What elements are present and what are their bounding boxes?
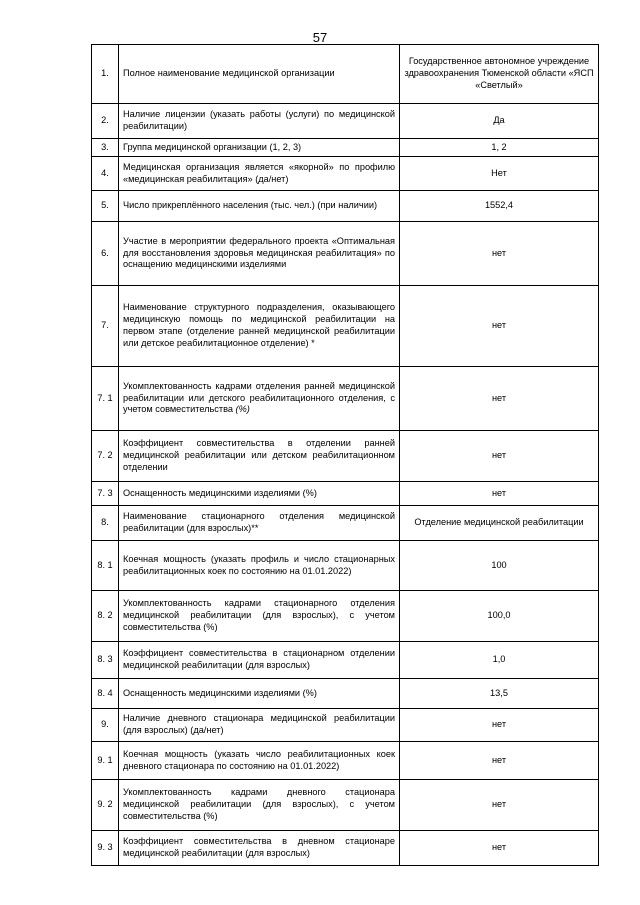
row-number: 7. 1	[92, 367, 119, 431]
row-description: Укомплектованность кадрами дневного стационара медицинской реабилитации (для взрослых), с учетом совместительства (%)	[119, 780, 400, 831]
row-number: 7. 2	[92, 431, 119, 482]
row-value: нет	[400, 831, 599, 866]
table-row	[92, 506, 599, 541]
row-description: Коэффициент совместительства в стационарном отделении медицинской реабилитации (для взрослых)	[119, 642, 400, 679]
row-description	[119, 367, 400, 431]
row-number: 7. 3	[92, 482, 119, 506]
row-value: нет	[400, 286, 599, 367]
row-value: Государственное автономное учреждение здравоохранения Тюменской области «ЯСП «Светлый»	[400, 45, 599, 104]
table-row	[92, 222, 599, 286]
row-description: Оснащенность медицинскими изделиями (%)	[119, 482, 400, 506]
row-description: Медицинская организация является «якорной» по профилю «медицинская реабилитация» (да/нет)	[119, 157, 400, 191]
row-number: 8. 4	[92, 679, 119, 709]
table-row	[92, 104, 599, 139]
table-row	[92, 157, 599, 191]
row-description: Коэффициент совместительства в дневном стационаре медицинской реабилитации (для взрослых)	[119, 831, 400, 866]
row-number: 5.	[92, 191, 119, 222]
row-value: 100	[400, 541, 599, 591]
row-number: 1.	[92, 45, 119, 104]
row-value: нет	[400, 367, 599, 431]
row-value: 13,5	[400, 679, 599, 709]
row-value: нет	[400, 742, 599, 780]
row-description: Оснащенность медицинскими изделиями (%)	[119, 679, 400, 709]
row-value: Отделение медицинской реабилитации	[400, 506, 599, 541]
row-number: 4.	[92, 157, 119, 191]
row-value: Да	[400, 104, 599, 139]
row-description: Наименование стационарного отделения медицинской реабилитации (для взрослых)**	[119, 506, 400, 541]
table-row	[92, 431, 599, 482]
row-value: нет	[400, 709, 599, 742]
row-value: нет	[400, 222, 599, 286]
row-value: нет	[400, 780, 599, 831]
table-row	[92, 286, 599, 367]
row-value: нет	[400, 431, 599, 482]
facility-info-table	[91, 44, 599, 866]
row-description: Наличие дневного стационара медицинской реабилитации (для взрослых) (да/нет)	[119, 709, 400, 742]
row-description: Число прикреплённого населения (тыс. чел.) (при наличии)	[119, 191, 400, 222]
row-number: 9. 1	[92, 742, 119, 780]
page-number: 57	[312, 30, 328, 45]
row-number: 9. 3	[92, 831, 119, 866]
row-value: 1, 2	[400, 139, 599, 157]
table-row	[92, 780, 599, 831]
row-value: Нет	[400, 157, 599, 191]
percent-note: (%)	[235, 404, 250, 415]
row-value: 1,0	[400, 642, 599, 679]
table-row	[92, 139, 599, 157]
row-description: Участие в мероприятии федерального проекта «Оптимальная для восстановления здоровья медицинская реабилитация» по оснащению медицинскими изделиями	[119, 222, 400, 286]
row-number: 8. 2	[92, 591, 119, 642]
table-row	[92, 482, 599, 506]
row-description: Полное наименование медицинской организации	[119, 45, 400, 104]
row-number: 8. 3	[92, 642, 119, 679]
row-number: 9. 2	[92, 780, 119, 831]
table-row	[92, 642, 599, 679]
table-row	[92, 541, 599, 591]
table-row	[92, 709, 599, 742]
row-description: Коэффициент совместительства в отделении ранней медицинской реабилитации или детском реабилитационном отделении	[119, 431, 400, 482]
row-description: Укомплектованность кадрами стационарного отделения медицинской реабилитации (для взрослых), с учетом совместительства (%)	[119, 591, 400, 642]
row-value: 1552,4	[400, 191, 599, 222]
row-description: Коечная мощность (указать профиль и число стационарных реабилитационных коек по состоянию на 01.01.2022)	[119, 541, 400, 591]
table-row	[92, 742, 599, 780]
row-number: 6.	[92, 222, 119, 286]
table-row	[92, 831, 599, 866]
row-number: 9.	[92, 709, 119, 742]
row-description: Наименование структурного подразделения, оказывающего медицинскую помощь по медицинской реабилитации на первом этапе (отделение ранней медицинской реабилитации или детское реабилитационное отделение) *	[119, 286, 400, 367]
row-number: 2.	[92, 104, 119, 139]
row-value: 100,0	[400, 591, 599, 642]
table-row	[92, 591, 599, 642]
row-description: Группа медицинской организации (1, 2, 3)	[119, 139, 400, 157]
row-value: нет	[400, 482, 599, 506]
row-description: Коечная мощность (указать число реабилитационных коек дневного стационара по состоянию на 01.01.2022)	[119, 742, 400, 780]
table-row	[92, 367, 599, 431]
row-number: 3.	[92, 139, 119, 157]
table-row	[92, 679, 599, 709]
row-number: 7.	[92, 286, 119, 367]
table-row	[92, 45, 599, 104]
row-number: 8. 1	[92, 541, 119, 591]
row-description: Наличие лицензии (указать работы (услуги) по медицинской реабилитации)	[119, 104, 400, 139]
row-description-text: Укомплектованность кадрами отделения ранней медицинской реабилитации или детского реабилитационного отделения, с учетом совместительства	[123, 380, 395, 415]
table-row	[92, 191, 599, 222]
row-number: 8.	[92, 506, 119, 541]
